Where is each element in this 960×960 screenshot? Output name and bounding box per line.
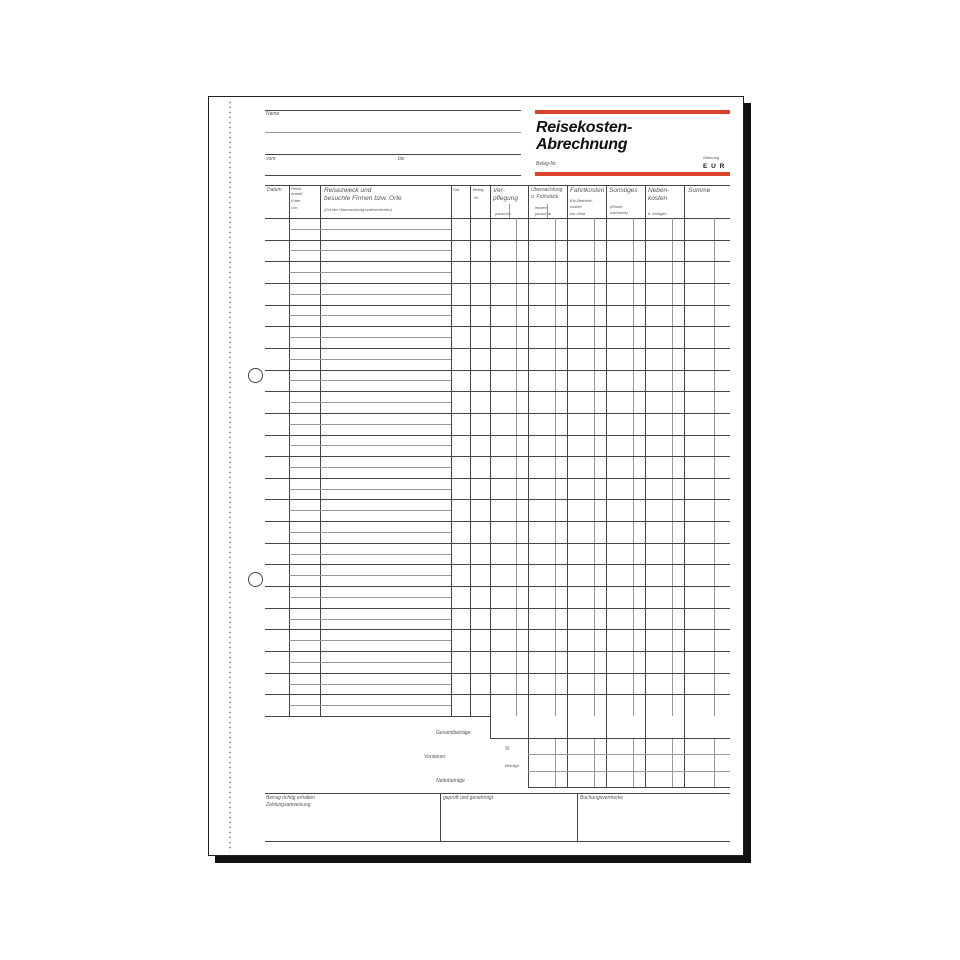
form-title [536,119,632,153]
totals-subdivider [594,738,595,788]
col-misc: Sonstiges [609,187,638,194]
percent-label: % [505,746,510,752]
table-row-midline [289,315,451,316]
table-row-midline [289,272,451,273]
table-row-rule[interactable] [265,629,730,630]
receipt-number-label: Beleg-Nr. [536,161,557,167]
table-header-rule [265,218,730,219]
table-row-rule[interactable] [265,348,730,349]
table-column-divider [470,185,471,716]
title-bottom-accent-bar [535,172,730,176]
name-label: Name [266,111,280,117]
currency-label: Währung [703,155,720,160]
booking-label: Buchungsvermerke [580,795,624,801]
table-column-divider [606,185,607,716]
table-header-subdivider [509,204,510,218]
table-row-rule[interactable] [265,651,730,652]
currency-value: E U R [703,163,726,170]
table-row-midline [289,424,451,425]
received-label-line2: Zahlungsanweisung [266,802,311,808]
col-misc-sub2: nachweis) [610,210,629,215]
table-column-divider [289,185,290,716]
footer-bottom-rule[interactable] [265,841,730,842]
col-trip-line4: Uhr [291,205,298,210]
table-row-midline [289,510,451,511]
table-row-midline [289,640,451,641]
table-row-midline [289,619,451,620]
table-row-midline [289,402,451,403]
input-tax-label: Vorsteuer [424,754,446,760]
table-row-rule[interactable] [265,370,730,371]
date-range-field-line[interactable] [265,175,521,176]
input-tax-percent-rule[interactable] [528,754,730,755]
totals-subdivider [555,738,556,788]
col-meals-line1: Ver- [493,187,505,194]
amounts-label: Beträge [505,763,520,768]
table-row-rule[interactable] [265,305,730,306]
table-row-rule[interactable] [265,586,730,587]
totals-divider [528,716,529,788]
table-row-midline [289,597,451,598]
table-row-midline [289,380,451,381]
table-row-midline [289,337,451,338]
punch-hole [248,572,263,587]
input-tax-amount-rule[interactable] [528,771,730,772]
table-row-rule[interactable] [265,543,730,544]
table-subcolumn-divider [672,218,673,716]
footer-top-rule [265,793,730,794]
table-row-rule[interactable] [265,283,730,284]
table-column-divider [567,185,568,716]
col-travel-sub1: Kfz-Betriebs- [570,198,594,203]
col-extra-sub: lt. Anlagen [648,211,667,216]
table-row-rule[interactable] [265,240,730,241]
col-hours: Std. [453,187,461,192]
table-subcolumn-divider [555,218,556,716]
table-row-midline [289,294,451,295]
table-row-midline [289,662,451,663]
col-travel-sub2: kosten [570,204,582,209]
totals-divider [606,716,607,788]
punch-hole [248,368,263,383]
col-meals-line2: pflegung [493,195,518,202]
table-subcolumn-divider [594,218,595,716]
footer-divider [440,793,441,841]
table-row-midline [289,229,451,230]
table-row-midline [289,467,451,468]
table-row-rule[interactable] [265,564,730,565]
table-row-midline [289,684,451,685]
col-sum: Summe [688,187,711,194]
totals-subdivider [633,738,634,788]
col-extra-line1: Neben- [648,187,670,194]
table-row-midline [289,489,451,490]
table-row-rule[interactable] [265,694,730,695]
col-travel: Fahrtkosten [570,187,605,194]
name-bottom-rule [265,154,521,155]
table-row-midline [289,445,451,446]
title-line-1: Reisekosten- [536,119,632,136]
col-receipt-line1: Beleg- [473,187,485,192]
table-subcolumn-divider [516,218,517,716]
table-column-divider [320,185,321,716]
table-top-rule [265,185,730,186]
table-row-rule[interactable] [265,521,730,522]
from-label: vom [266,156,276,162]
gross-totals-rule[interactable] [490,738,730,739]
col-trip-line2: Antritt/ [291,191,303,196]
table-column-divider [528,185,529,716]
totals-divider [684,716,685,788]
table-row-rule[interactable] [265,261,730,262]
name-top-rule [265,110,521,111]
received-label-line1: Betrag richtig erhalten [266,795,315,801]
gross-totals-label: Gesamtbeträge [436,730,471,736]
col-receipt-line2: Nr. [474,195,480,200]
table-row-rule[interactable] [265,608,730,609]
table-row-midline [289,705,451,706]
title-top-accent-bar [535,110,730,114]
table-column-divider [684,185,685,716]
col-trip [291,187,303,210]
col-purpose-line1: Reisezweck und [324,187,372,194]
table-row-midline [289,250,451,251]
table-subcolumn-divider [714,218,715,716]
net-amounts-rule[interactable] [528,787,730,788]
col-misc-sub1: (Einzel- [610,204,624,209]
table-row-midline [289,554,451,555]
col-trip-line3: Ende [291,198,301,203]
totals-subdivider [714,738,715,788]
col-trip-line1: Reise- [291,186,303,191]
table-row-rule[interactable] [265,326,730,327]
table-subcolumn-divider [633,218,634,716]
col-lodging-sub1: einzeln [535,205,548,210]
table-column-divider [451,185,452,716]
table-column-divider [490,185,491,716]
col-purpose-note: (Ort der Übernachtung unterstreichen) [324,207,392,212]
table-row-rule[interactable] [265,413,730,414]
totals-subdivider [672,738,673,788]
table-row-rule[interactable] [265,673,730,674]
title-line-2: Abrechnung [536,136,628,153]
table-row-rule[interactable] [265,456,730,457]
col-extra-line2: kosten [648,195,668,202]
table-row-rule[interactable] [265,478,730,479]
perforation [229,100,231,852]
col-lodging-line1: Übernachtung [531,187,563,193]
col-meals-sub: pauschal [495,211,512,216]
table-row-midline [289,359,451,360]
net-amounts-label: Nettobeträge [436,778,465,784]
table-row-rule[interactable] [265,499,730,500]
col-lodging-line2: o. Frühstück [531,194,559,200]
col-travel-sub3: km-Geld [570,211,586,216]
approved-label: geprüft und genehmigt [443,795,494,801]
to-label: bis [398,156,405,162]
table-row-rule[interactable] [265,435,730,436]
table-row-midline [289,575,451,576]
table-row-rule[interactable] [265,391,730,392]
totals-divider [490,716,491,738]
totals-divider [567,716,568,788]
col-purpose-line2: besuchte Firmen bzw. Orte [324,195,402,202]
table-header-subdivider [547,204,548,218]
col-lodging-sub2: pauschal [535,211,552,216]
col-date: Datum [267,187,282,193]
name-field-line[interactable] [265,132,521,133]
table-row-midline [289,532,451,533]
table-column-divider [645,185,646,716]
table-bottom-rule [265,716,490,717]
totals-divider [645,716,646,788]
footer-divider [577,793,578,841]
